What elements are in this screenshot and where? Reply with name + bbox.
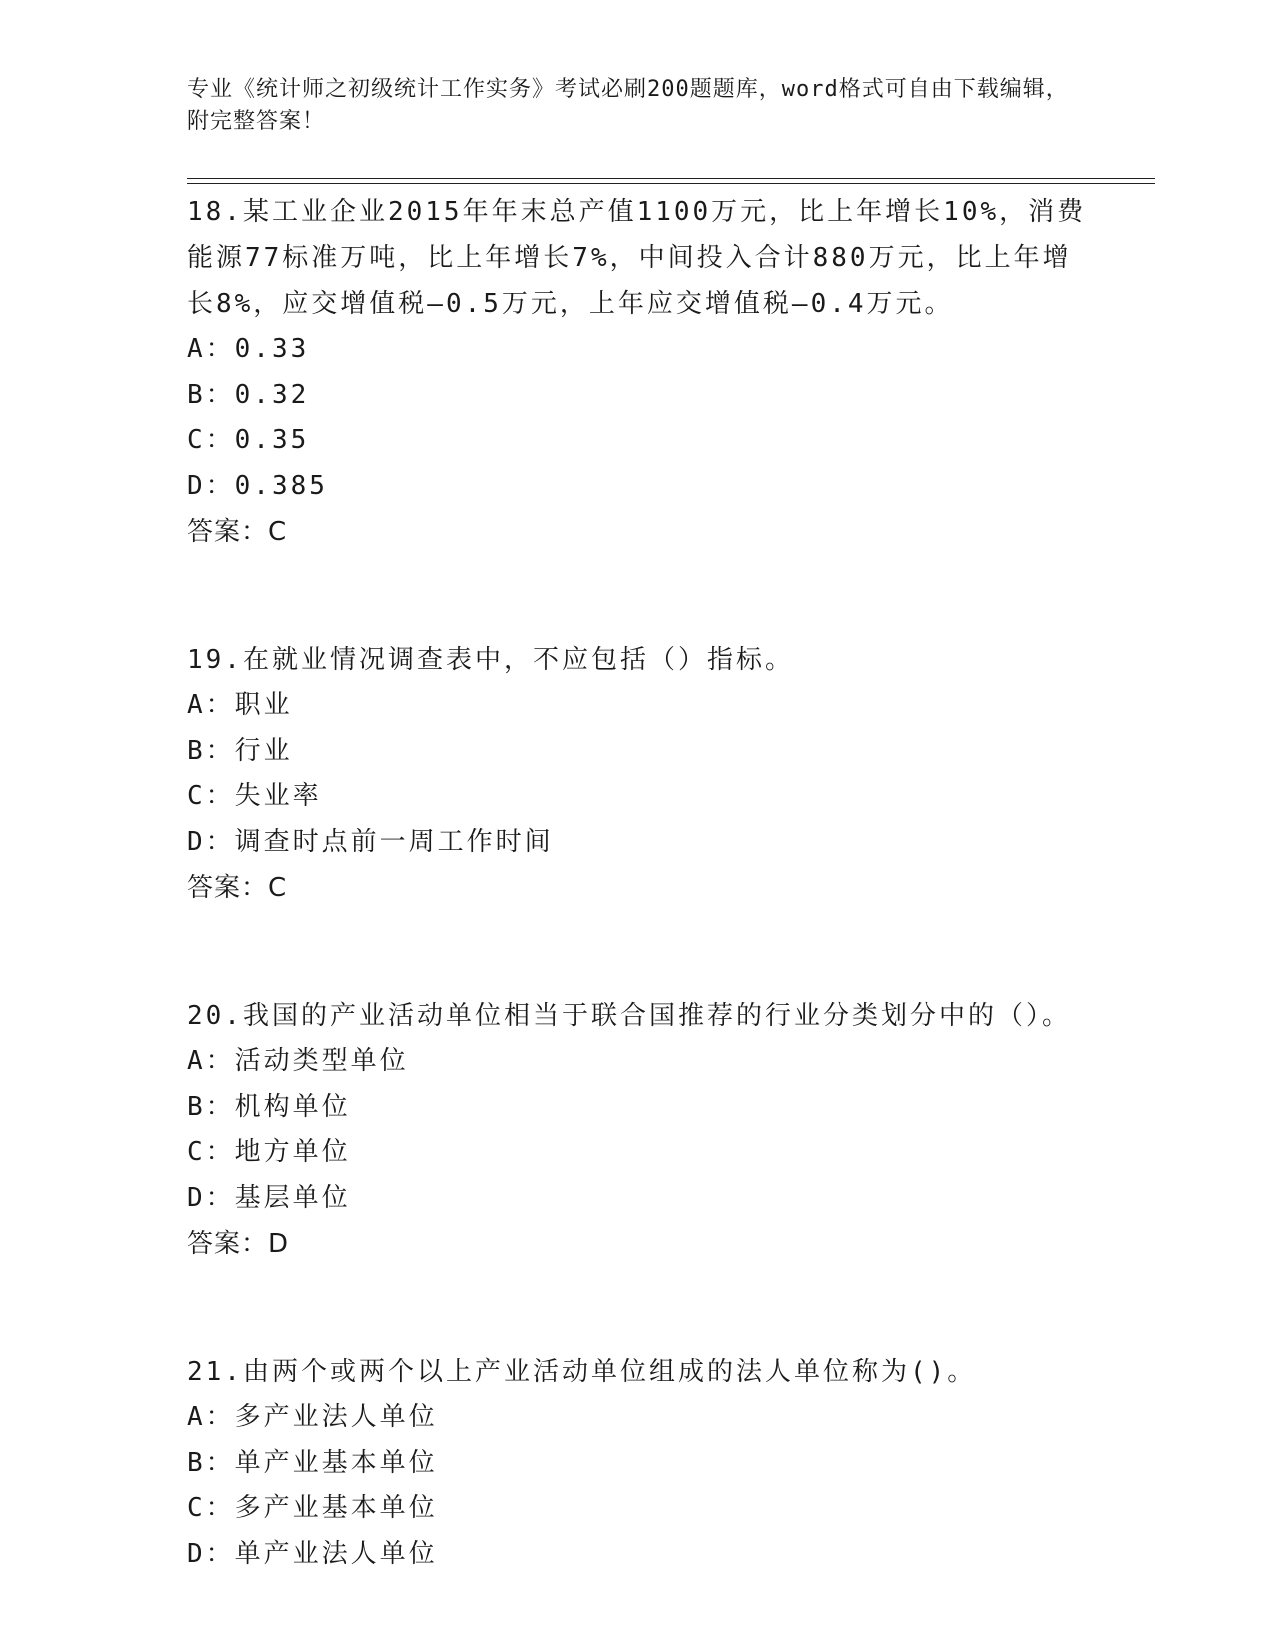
option-c: C：地方单位 [187,1137,351,1167]
question-21 [187,1349,1087,1577]
option-d: D：0.385 [187,470,328,501]
option-c: C：失业率 [187,781,322,811]
question-20 [187,993,1087,1267]
header-divider-bottom [187,183,1155,184]
answer: 答案：C [187,517,288,547]
option-a: A：0.33 [187,334,310,364]
header-divider-top [187,178,1155,179]
question-18 [187,189,1087,555]
option-a: A：多产业法人单位 [187,1402,438,1432]
option-b: B：机构单位 [187,1091,351,1122]
option-d: D：调查时点前一周工作时间 [187,826,554,857]
option-d: D：基层单位 [187,1182,351,1213]
question-stem: 21.由两个或两个以上产业活动单位组成的法人单位称为()。 [187,1357,977,1387]
option-c: C：0.35 [187,425,310,455]
question-stem: 18.某工业企业2015年年末总产值1100万元，比上年增长10%，消费能源77标准万吨，比上年增长7%，中间投入合计880万元，比上年增长8%，应交增值税—0.5万元，上年应交增值税—0.4万元。 [187,197,1087,319]
question-list [187,189,1087,1577]
answer: 答案：C [187,873,288,903]
question-stem: 20.我国的产业活动单位相当于联合国推荐的行业分类划分中的（）。 [187,1001,1071,1031]
option-a: A：活动类型单位 [187,1046,409,1076]
option-a: A：职业 [187,690,293,720]
option-b: B：行业 [187,735,293,766]
document-header: 专业《统计师之初级统计工作实务》考试必刷200题题库，word格式可自由下载编辑，附完整答案！ [187,77,1069,134]
option-d: D：单产业法人单位 [187,1538,438,1569]
option-b: B：单产业基本单位 [187,1447,438,1478]
answer: 答案：D [187,1229,290,1259]
question-19 [187,637,1087,911]
question-stem: 19.在就业情况调查表中，不应包括（）指标。 [187,645,794,675]
option-c: C：多产业基本单位 [187,1493,438,1523]
option-b: B：0.32 [187,379,310,410]
